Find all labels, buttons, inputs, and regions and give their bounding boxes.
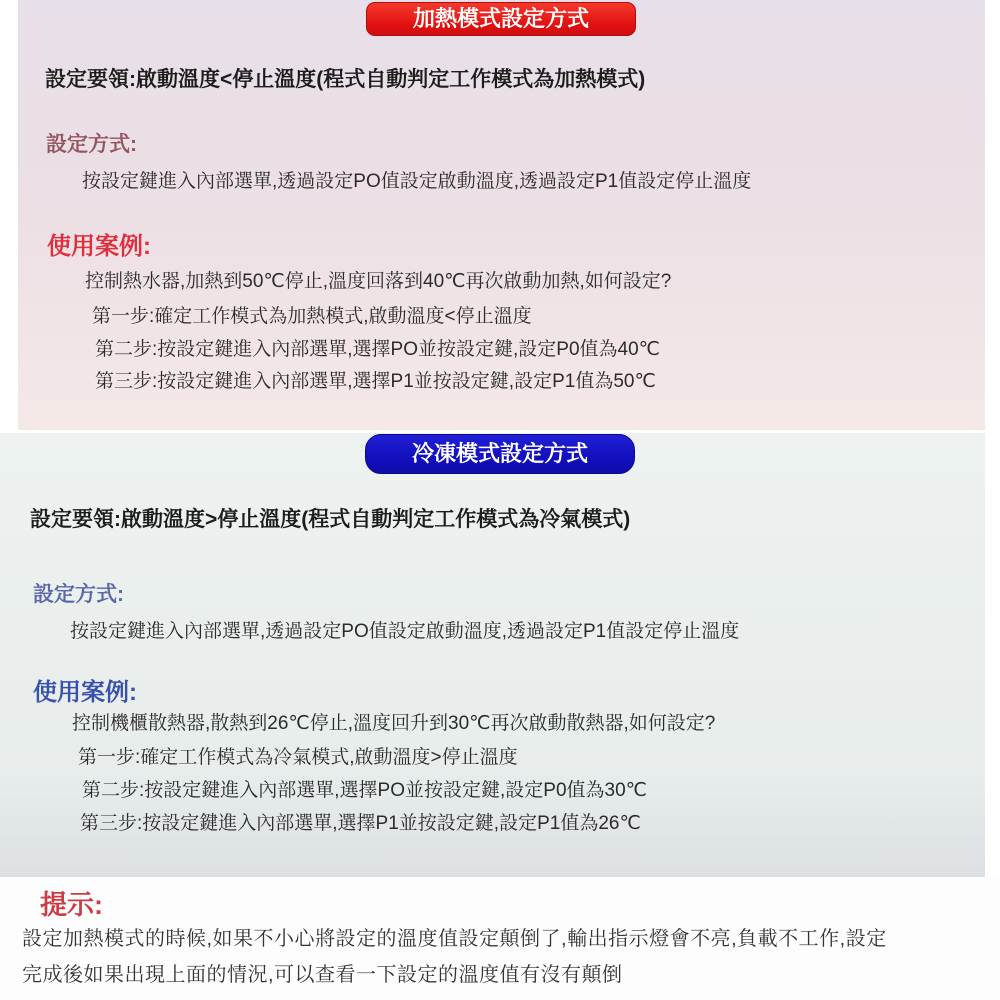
heating-method-text: 按設定鍵進入內部選單,透過設定PO值設定啟動溫度,透過設定P1值設定停止溫度 (82, 171, 752, 192)
cooling-case-label: 使用案例: (33, 679, 137, 706)
cooling-principle-text: 設定要領:啟動溫度>停止溫度(程式自動判定工作模式為冷氣模式) (30, 508, 631, 531)
cooling-section (0, 433, 985, 877)
hint-section (0, 877, 1000, 1000)
cooling-method-text: 按設定鍵進入內部選單,透過設定PO值設定啟動溫度,透過設定P1值設定停止溫度 (70, 621, 740, 642)
hint-text-line-1: 設定加熱模式的時候,如果不小心將設定的溫度值設定顛倒了,輸出指示燈會不亮,負載不工作,設定 (22, 928, 887, 950)
heating-method-label: 設定方式: (46, 133, 137, 156)
cooling-step-3: 第三步:按設定鍵進入內部選單,選擇P1並按設定鍵,設定P1值為26℃ (80, 813, 641, 834)
heating-step-3: 第三步:按設定鍵進入內部選單,選擇P1並按設定鍵,設定P1值為50℃ (95, 371, 656, 392)
cooling-step-2: 第二步:按設定鍵進入內部選單,選擇PO並按設定鍵,設定P0值為30℃ (82, 780, 648, 801)
heating-case-label: 使用案例: (47, 233, 151, 260)
heating-principle-text: 設定要領:啟動溫度<停止溫度(程式自動判定工作模式為加熱模式) (45, 68, 646, 91)
hint-text-line-2: 完成後如果出現上面的情況,可以查看一下設定的溫度值有沒有顛倒 (22, 964, 623, 986)
cooling-case-text: 控制機櫃散熱器,散熱到26℃停止,溫度回升到30℃再次啟動散熱器,如何設定? (72, 713, 716, 734)
hint-label: 提示: (40, 890, 103, 920)
heating-section (18, 0, 985, 430)
heating-step-2: 第二步:按設定鍵進入內部選單,選擇PO並按設定鍵,設定P0值為40℃ (95, 339, 661, 360)
cooling-banner: 冷凍模式設定方式 (365, 434, 635, 474)
heating-step-1: 第一步:確定工作模式為加熱模式,啟動溫度<停止溫度 (92, 306, 532, 327)
heating-banner: 加熱模式設定方式 (366, 2, 636, 36)
cooling-step-1: 第一步:確定工作模式為冷氣模式,啟動溫度>停止溫度 (78, 747, 518, 768)
heating-case-text: 控制熱水器,加熱到50℃停止,溫度回落到40℃再次啟動加熱,如何設定? (85, 271, 672, 292)
cooling-method-label: 設定方式: (33, 583, 124, 606)
